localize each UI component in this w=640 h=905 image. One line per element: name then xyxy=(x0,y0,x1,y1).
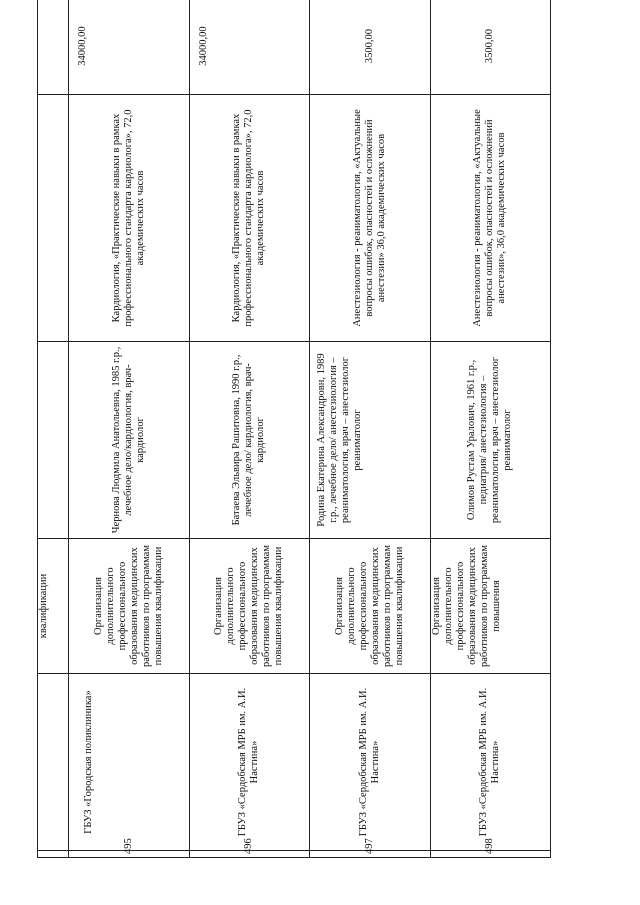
org-cell: ГБУЗ «Сердобская МРБ им. А.И. Настина» xyxy=(189,674,310,851)
program-cell: Организация дополнительного профессионального образования медицинских работников по программам повышения квалификации xyxy=(189,539,310,674)
program-cell: Организация дополнительного профессионального образования медицинских работников по программам повышения xyxy=(430,539,551,674)
registry-table xyxy=(37,0,551,858)
header-price-cell xyxy=(38,0,69,95)
header-program-cell: квалификации xyxy=(38,539,69,674)
course-cell: Кардиология, «Практические навыки в рамках профессионального стандарта кардиолога», 72,0 академических часов xyxy=(189,95,310,342)
table-row xyxy=(430,0,551,858)
price-cell: 34000,00 xyxy=(69,0,190,95)
course-cell: Кардиология, «Практические навыки в рамках профессионального стандарта кардиолога», 72,0 академических часов xyxy=(69,95,190,342)
person-cell: Олимов Рустам Уралович, 1961 г.р., педиатрия/ анестезиология – реаниматология, врач – анестезиолог реаниматолог xyxy=(430,342,551,539)
course-cell: Анестезиология - реаниматология, «Актуальные вопросы ошибок, опасностей и осложнений анестезии» 36,0 академических часов xyxy=(310,95,431,342)
row-number: 497 xyxy=(310,851,431,858)
person-cell: Родина Екатерина Александровн, 1989 г.р., лечебное дело/ анестезиология – реаниматология, врач – анестезиолог реаниматолог xyxy=(310,342,431,539)
program-cell: Организация дополнительного профессионального образования медицинских работников по программам повышения квалификации xyxy=(69,539,190,674)
row-number: 498 xyxy=(430,851,551,858)
price-cell: 34000,00 xyxy=(189,0,310,95)
row-number: 496 xyxy=(189,851,310,858)
table-row xyxy=(69,0,190,858)
header-course-cell xyxy=(38,95,69,342)
person-cell: Чернова Людмила Анатольевна, 1985 г.р., лечебное дело/кардиология, врач-кардиолог xyxy=(69,342,190,539)
program-cell: Организация дополнительного профессионального образования медицинских работников по программам повышения квалификации xyxy=(310,539,431,674)
table-row xyxy=(310,0,431,858)
header-org-cell xyxy=(38,674,69,851)
course-cell: Анестезиология - реаниматология, «Актуальные вопросы ошибок, опасностей и осложнений анестезии», 36,0 академических часов xyxy=(430,95,551,342)
row-number: 495 xyxy=(69,851,190,858)
rotated-table-wrapper xyxy=(37,26,551,858)
table-row xyxy=(189,0,310,858)
person-cell: Батаева Эльвира Рашитовна, 1990 г.р., лечебное дело/ кардиология, врач-кардиолог xyxy=(189,342,310,539)
header-num-cell xyxy=(38,851,69,858)
org-cell: ГБУЗ «Городская поликлиника» xyxy=(69,674,190,851)
price-cell: 3500,00 xyxy=(310,0,431,95)
org-cell: ГБУЗ «Сердобская МРБ им. А.И. Настина» xyxy=(310,674,431,851)
org-cell: ГБУЗ «Сердобская МРБ им. А.И. Настина» xyxy=(430,674,551,851)
header-person-cell xyxy=(38,342,69,539)
price-cell: 3500,00 xyxy=(430,0,551,95)
table-header-row xyxy=(38,0,69,858)
